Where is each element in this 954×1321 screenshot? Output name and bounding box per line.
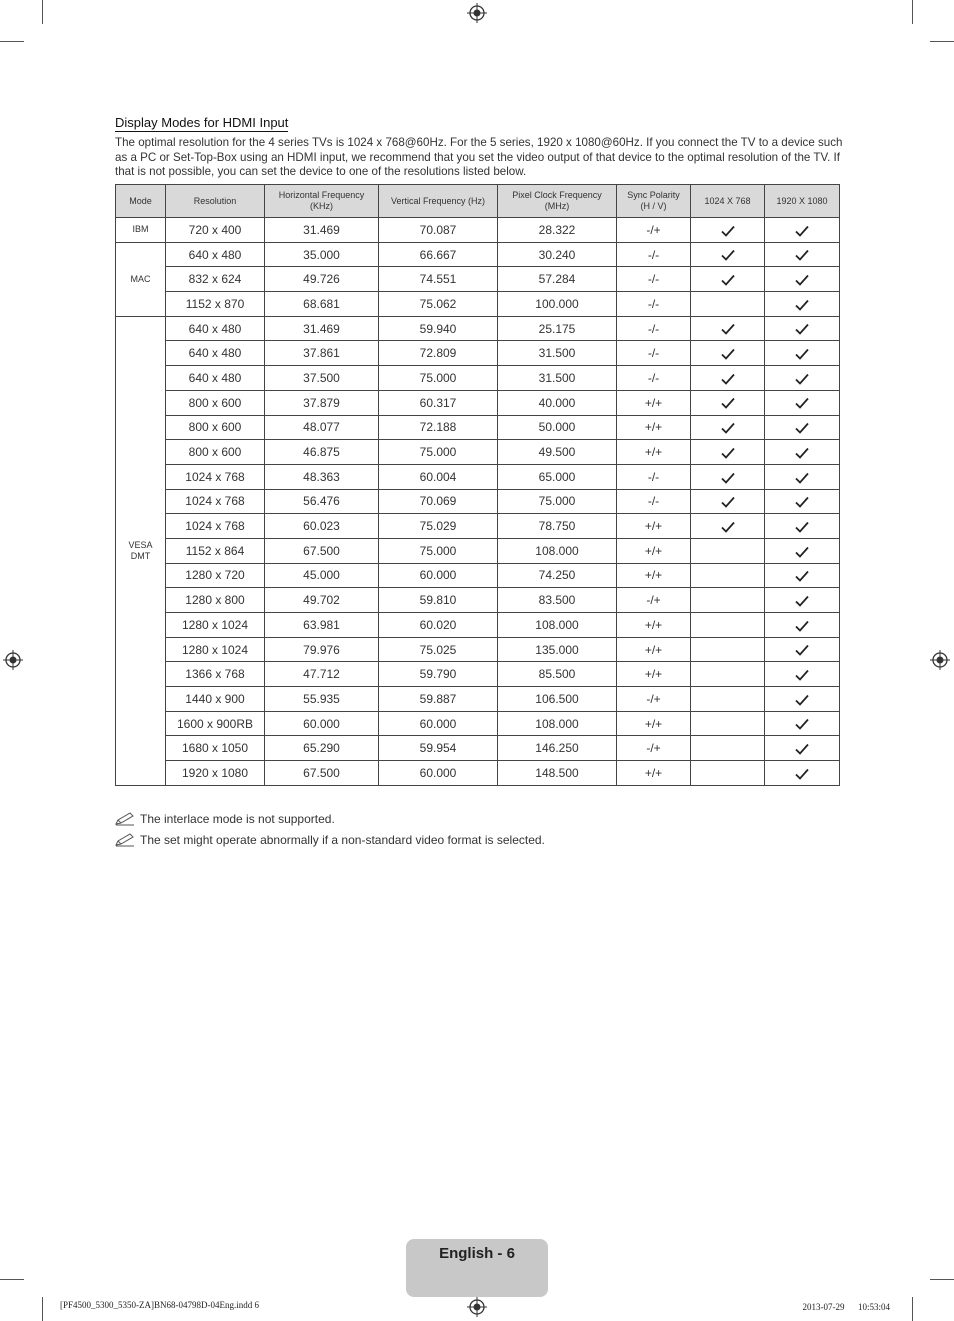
crop-mark <box>42 0 43 24</box>
support-1920-cell <box>765 687 840 712</box>
table-row <box>116 341 840 366</box>
sync-polarity-cell: +/+ <box>617 415 691 440</box>
sync-polarity-cell: -/- <box>617 267 691 292</box>
check-mark-icon <box>795 348 809 360</box>
support-1920-cell <box>765 242 840 267</box>
table-row <box>116 514 840 539</box>
vertical-frequency-cell: 59.790 <box>379 662 498 687</box>
registration-mark-icon <box>3 650 23 670</box>
check-mark-icon <box>795 274 809 286</box>
support-1920-cell <box>765 390 840 415</box>
pixel-clock-cell: 75.000 <box>498 489 617 514</box>
vertical-frequency-cell: 60.000 <box>379 711 498 736</box>
horizontal-frequency-cell: 37.879 <box>265 390 379 415</box>
resolution-cell: 640 x 480 <box>166 366 265 391</box>
table-row <box>116 613 840 638</box>
pixel-clock-cell: 49.500 <box>498 440 617 465</box>
support-1024-cell <box>691 662 765 687</box>
sync-polarity-cell: +/+ <box>617 613 691 638</box>
support-1920-cell <box>765 637 840 662</box>
support-1024-cell <box>691 292 765 317</box>
support-1024-cell <box>691 711 765 736</box>
vertical-frequency-cell: 70.087 <box>379 218 498 243</box>
note-text: The set might operate abnormally if a non-standard video format is selected. <box>140 832 545 847</box>
support-1920-cell <box>765 267 840 292</box>
support-1024-cell <box>691 341 765 366</box>
support-1920-cell <box>765 711 840 736</box>
pixel-clock-cell: 108.000 <box>498 711 617 736</box>
pixel-clock-cell: 108.000 <box>498 538 617 563</box>
vertical-frequency-cell: 74.551 <box>379 267 498 292</box>
check-mark-icon <box>795 397 809 409</box>
check-mark-icon <box>795 743 809 755</box>
resolution-cell: 1152 x 870 <box>166 292 265 317</box>
horizontal-frequency-cell: 31.469 <box>265 218 379 243</box>
resolution-cell: 1920 x 1080 <box>166 761 265 786</box>
table-row <box>116 687 840 712</box>
sync-polarity-cell: -/- <box>617 292 691 317</box>
check-mark-icon <box>795 570 809 582</box>
support-1024-cell <box>691 464 765 489</box>
support-1024-cell <box>691 687 765 712</box>
support-1024-cell <box>691 637 765 662</box>
note-text: The interlace mode is not supported. <box>140 811 335 826</box>
sync-polarity-cell: -/- <box>617 489 691 514</box>
resolution-cell: 1366 x 768 <box>166 662 265 687</box>
timestamp-slug: 2013-07-29 10:53:04 <box>802 1302 890 1312</box>
resolution-cell: 832 x 624 <box>166 267 265 292</box>
header-1920x1080: 1920 X 1080 <box>765 185 840 218</box>
check-mark-icon <box>795 620 809 632</box>
vertical-frequency-cell: 60.020 <box>379 613 498 638</box>
file-slug: [PF4500_5300_5350-ZA]BN68-04798D-04Eng.indd 6 <box>60 1300 259 1310</box>
crop-mark <box>912 1297 913 1321</box>
notes <box>115 808 545 850</box>
table-body <box>116 218 840 786</box>
pixel-clock-cell: 78.750 <box>498 514 617 539</box>
vertical-frequency-cell: 75.000 <box>379 538 498 563</box>
horizontal-frequency-cell: 35.000 <box>265 242 379 267</box>
crop-mark <box>930 1279 954 1280</box>
resolution-cell: 1280 x 800 <box>166 588 265 613</box>
intro-paragraph: The optimal resolution for the 4 series TVs is 1024 x 768@60Hz. For the 5 series, 1920 x 1080@60Hz. If you connect the TV to a device such as a PC or Set-Top-Box using an HDMI input, we recommend that you set the video output of that device to the optimal resolution of the TV. If that is not possible, you can set the device to one of the resolutions listed below. <box>115 136 843 179</box>
pixel-clock-cell: 50.000 <box>498 415 617 440</box>
check-mark-icon <box>795 496 809 508</box>
check-mark-icon <box>795 422 809 434</box>
support-1024-cell <box>691 390 765 415</box>
pixel-clock-cell: 106.500 <box>498 687 617 712</box>
sync-polarity-cell: -/+ <box>617 588 691 613</box>
support-1920-cell <box>765 292 840 317</box>
sync-polarity-cell: +/+ <box>617 563 691 588</box>
table-header-row <box>116 185 840 218</box>
support-1920-cell <box>765 366 840 391</box>
support-1920-cell <box>765 613 840 638</box>
vertical-frequency-cell: 72.188 <box>379 415 498 440</box>
resolution-cell: 640 x 480 <box>166 242 265 267</box>
resolution-cell: 800 x 600 <box>166 390 265 415</box>
vertical-frequency-cell: 59.954 <box>379 736 498 761</box>
resolution-cell: 640 x 480 <box>166 341 265 366</box>
horizontal-frequency-cell: 56.476 <box>265 489 379 514</box>
pixel-clock-cell: 30.240 <box>498 242 617 267</box>
support-1024-cell <box>691 736 765 761</box>
table-row <box>116 489 840 514</box>
pixel-clock-cell: 108.000 <box>498 613 617 638</box>
crop-mark <box>912 0 913 24</box>
pencil-note-icon <box>115 833 135 847</box>
check-mark-icon <box>795 644 809 656</box>
horizontal-frequency-cell: 79.976 <box>265 637 379 662</box>
horizontal-frequency-cell: 63.981 <box>265 613 379 638</box>
check-mark-icon <box>721 496 735 508</box>
support-1024-cell <box>691 588 765 613</box>
vertical-frequency-cell: 75.025 <box>379 637 498 662</box>
crop-mark <box>0 1279 24 1280</box>
table-row <box>116 267 840 292</box>
support-1024-cell <box>691 514 765 539</box>
crop-mark <box>930 41 954 42</box>
check-mark-icon <box>721 348 735 360</box>
support-1024-cell <box>691 242 765 267</box>
note-item <box>115 829 545 850</box>
table-row <box>116 563 840 588</box>
mode-cell: VESA DMT <box>116 316 166 785</box>
horizontal-frequency-cell: 37.861 <box>265 341 379 366</box>
vertical-frequency-cell: 75.000 <box>379 440 498 465</box>
check-mark-icon <box>795 546 809 558</box>
vertical-frequency-cell: 72.809 <box>379 341 498 366</box>
support-1024-cell <box>691 267 765 292</box>
support-1024-cell <box>691 761 765 786</box>
horizontal-frequency-cell: 46.875 <box>265 440 379 465</box>
resolution-cell: 720 x 400 <box>166 218 265 243</box>
sync-polarity-cell: +/+ <box>617 711 691 736</box>
note-item <box>115 808 545 829</box>
sync-polarity-cell: -/- <box>617 366 691 391</box>
check-mark-icon <box>795 323 809 335</box>
header-resolution: Resolution <box>166 185 265 218</box>
header-mode: Mode <box>116 185 166 218</box>
horizontal-frequency-cell: 60.023 <box>265 514 379 539</box>
registration-mark-icon <box>467 3 487 23</box>
support-1920-cell <box>765 440 840 465</box>
check-mark-icon <box>721 472 735 484</box>
check-mark-icon <box>721 225 735 237</box>
sync-polarity-cell: +/+ <box>617 662 691 687</box>
pixel-clock-cell: 83.500 <box>498 588 617 613</box>
check-mark-icon <box>795 521 809 533</box>
support-1920-cell <box>765 341 840 366</box>
sync-polarity-cell: -/- <box>617 242 691 267</box>
table-row <box>116 390 840 415</box>
vertical-frequency-cell: 60.004 <box>379 464 498 489</box>
check-mark-icon <box>795 472 809 484</box>
table-row <box>116 761 840 786</box>
pixel-clock-cell: 100.000 <box>498 292 617 317</box>
horizontal-frequency-cell: 48.363 <box>265 464 379 489</box>
table-row <box>116 538 840 563</box>
table-row <box>116 218 840 243</box>
check-mark-icon <box>795 249 809 261</box>
table-row <box>116 292 840 317</box>
vertical-frequency-cell: 60.000 <box>379 563 498 588</box>
pixel-clock-cell: 146.250 <box>498 736 617 761</box>
resolution-cell: 1600 x 900RB <box>166 711 265 736</box>
horizontal-frequency-cell: 55.935 <box>265 687 379 712</box>
pixel-clock-cell: 57.284 <box>498 267 617 292</box>
resolution-cell: 1280 x 1024 <box>166 613 265 638</box>
resolution-cell: 640 x 480 <box>166 316 265 341</box>
vertical-frequency-cell: 60.317 <box>379 390 498 415</box>
table-row <box>116 637 840 662</box>
header-sync-polarity: Sync Polarity (H / V) <box>617 185 691 218</box>
support-1920-cell <box>765 489 840 514</box>
check-mark-icon <box>795 373 809 385</box>
support-1024-cell <box>691 415 765 440</box>
horizontal-frequency-cell: 65.290 <box>265 736 379 761</box>
sync-polarity-cell: +/+ <box>617 514 691 539</box>
check-mark-icon <box>721 323 735 335</box>
resolution-cell: 1024 x 768 <box>166 489 265 514</box>
support-1920-cell <box>765 514 840 539</box>
support-1920-cell <box>765 464 840 489</box>
support-1920-cell <box>765 563 840 588</box>
sync-polarity-cell: -/- <box>617 316 691 341</box>
support-1024-cell <box>691 613 765 638</box>
vertical-frequency-cell: 66.667 <box>379 242 498 267</box>
registration-mark-icon <box>930 650 950 670</box>
support-1920-cell <box>765 316 840 341</box>
check-mark-icon <box>721 397 735 409</box>
resolution-cell: 1152 x 864 <box>166 538 265 563</box>
support-1024-cell <box>691 218 765 243</box>
sync-polarity-cell: -/+ <box>617 687 691 712</box>
table-row <box>116 662 840 687</box>
table-row <box>116 588 840 613</box>
table-row <box>116 711 840 736</box>
pixel-clock-cell: 74.250 <box>498 563 617 588</box>
resolution-cell: 800 x 600 <box>166 415 265 440</box>
sync-polarity-cell: +/+ <box>617 538 691 563</box>
check-mark-icon <box>721 447 735 459</box>
sync-polarity-cell: -/+ <box>617 218 691 243</box>
horizontal-frequency-cell: 67.500 <box>265 538 379 563</box>
check-mark-icon <box>795 768 809 780</box>
support-1024-cell <box>691 366 765 391</box>
sync-polarity-cell: +/+ <box>617 761 691 786</box>
vertical-frequency-cell: 60.000 <box>379 761 498 786</box>
header-pixel-clock-frequency: Pixel Clock Frequency (MHz) <box>498 185 617 218</box>
support-1024-cell <box>691 316 765 341</box>
sync-polarity-cell: -/+ <box>617 736 691 761</box>
table-row <box>116 366 840 391</box>
horizontal-frequency-cell: 48.077 <box>265 415 379 440</box>
sync-polarity-cell: +/+ <box>617 390 691 415</box>
vertical-frequency-cell: 70.069 <box>379 489 498 514</box>
pixel-clock-cell: 65.000 <box>498 464 617 489</box>
check-mark-icon <box>795 447 809 459</box>
header-1024x768: 1024 X 768 <box>691 185 765 218</box>
display-modes-table <box>115 184 840 786</box>
crop-mark <box>0 41 24 42</box>
check-mark-icon <box>795 718 809 730</box>
horizontal-frequency-cell: 31.469 <box>265 316 379 341</box>
horizontal-frequency-cell: 49.726 <box>265 267 379 292</box>
pixel-clock-cell: 135.000 <box>498 637 617 662</box>
pixel-clock-cell: 25.175 <box>498 316 617 341</box>
horizontal-frequency-cell: 49.702 <box>265 588 379 613</box>
support-1920-cell <box>765 218 840 243</box>
vertical-frequency-cell: 59.810 <box>379 588 498 613</box>
check-mark-icon <box>795 694 809 706</box>
check-mark-icon <box>721 274 735 286</box>
support-1024-cell <box>691 489 765 514</box>
resolution-cell: 1680 x 1050 <box>166 736 265 761</box>
mode-cell: MAC <box>116 242 166 316</box>
sync-polarity-cell: +/+ <box>617 440 691 465</box>
table-row <box>116 415 840 440</box>
resolution-cell: 800 x 600 <box>166 440 265 465</box>
pixel-clock-cell: 31.500 <box>498 366 617 391</box>
check-mark-icon <box>795 669 809 681</box>
horizontal-frequency-cell: 68.681 <box>265 292 379 317</box>
horizontal-frequency-cell: 45.000 <box>265 563 379 588</box>
check-mark-icon <box>721 373 735 385</box>
sync-polarity-cell: +/+ <box>617 637 691 662</box>
resolution-cell: 1024 x 768 <box>166 464 265 489</box>
vertical-frequency-cell: 75.029 <box>379 514 498 539</box>
page-number-label: English - 6 <box>439 1245 515 1262</box>
registration-mark-icon <box>467 1297 487 1317</box>
support-1920-cell <box>765 662 840 687</box>
table-row <box>116 440 840 465</box>
support-1024-cell <box>691 440 765 465</box>
mode-cell: IBM <box>116 218 166 243</box>
pixel-clock-cell: 85.500 <box>498 662 617 687</box>
support-1920-cell <box>765 736 840 761</box>
support-1920-cell <box>765 761 840 786</box>
header-vertical-frequency: Vertical Frequency (Hz) <box>379 185 498 218</box>
pixel-clock-cell: 40.000 <box>498 390 617 415</box>
pixel-clock-cell: 31.500 <box>498 341 617 366</box>
support-1920-cell <box>765 415 840 440</box>
check-mark-icon <box>795 299 809 311</box>
table-row <box>116 464 840 489</box>
check-mark-icon <box>721 521 735 533</box>
crop-mark <box>42 1297 43 1321</box>
resolution-cell: 1440 x 900 <box>166 687 265 712</box>
support-1920-cell <box>765 538 840 563</box>
sync-polarity-cell: -/- <box>617 341 691 366</box>
pixel-clock-cell: 28.322 <box>498 218 617 243</box>
check-mark-icon <box>721 249 735 261</box>
vertical-frequency-cell: 75.000 <box>379 366 498 391</box>
support-1024-cell <box>691 563 765 588</box>
header-horizontal-frequency: Horizontal Frequency (KHz) <box>265 185 379 218</box>
pixel-clock-cell: 148.500 <box>498 761 617 786</box>
resolution-cell: 1280 x 720 <box>166 563 265 588</box>
horizontal-frequency-cell: 47.712 <box>265 662 379 687</box>
vertical-frequency-cell: 75.062 <box>379 292 498 317</box>
horizontal-frequency-cell: 67.500 <box>265 761 379 786</box>
check-mark-icon <box>795 595 809 607</box>
resolution-cell: 1024 x 768 <box>166 514 265 539</box>
check-mark-icon <box>795 225 809 237</box>
table-row <box>116 242 840 267</box>
support-1024-cell <box>691 538 765 563</box>
horizontal-frequency-cell: 60.000 <box>265 711 379 736</box>
table-row <box>116 736 840 761</box>
support-1920-cell <box>765 588 840 613</box>
check-mark-icon <box>721 422 735 434</box>
vertical-frequency-cell: 59.887 <box>379 687 498 712</box>
resolution-cell: 1280 x 1024 <box>166 637 265 662</box>
sync-polarity-cell: -/- <box>617 464 691 489</box>
section-title: Display Modes for HDMI Input <box>115 115 289 130</box>
horizontal-frequency-cell: 37.500 <box>265 366 379 391</box>
pencil-note-icon <box>115 812 135 826</box>
table-row <box>116 316 840 341</box>
vertical-frequency-cell: 59.940 <box>379 316 498 341</box>
